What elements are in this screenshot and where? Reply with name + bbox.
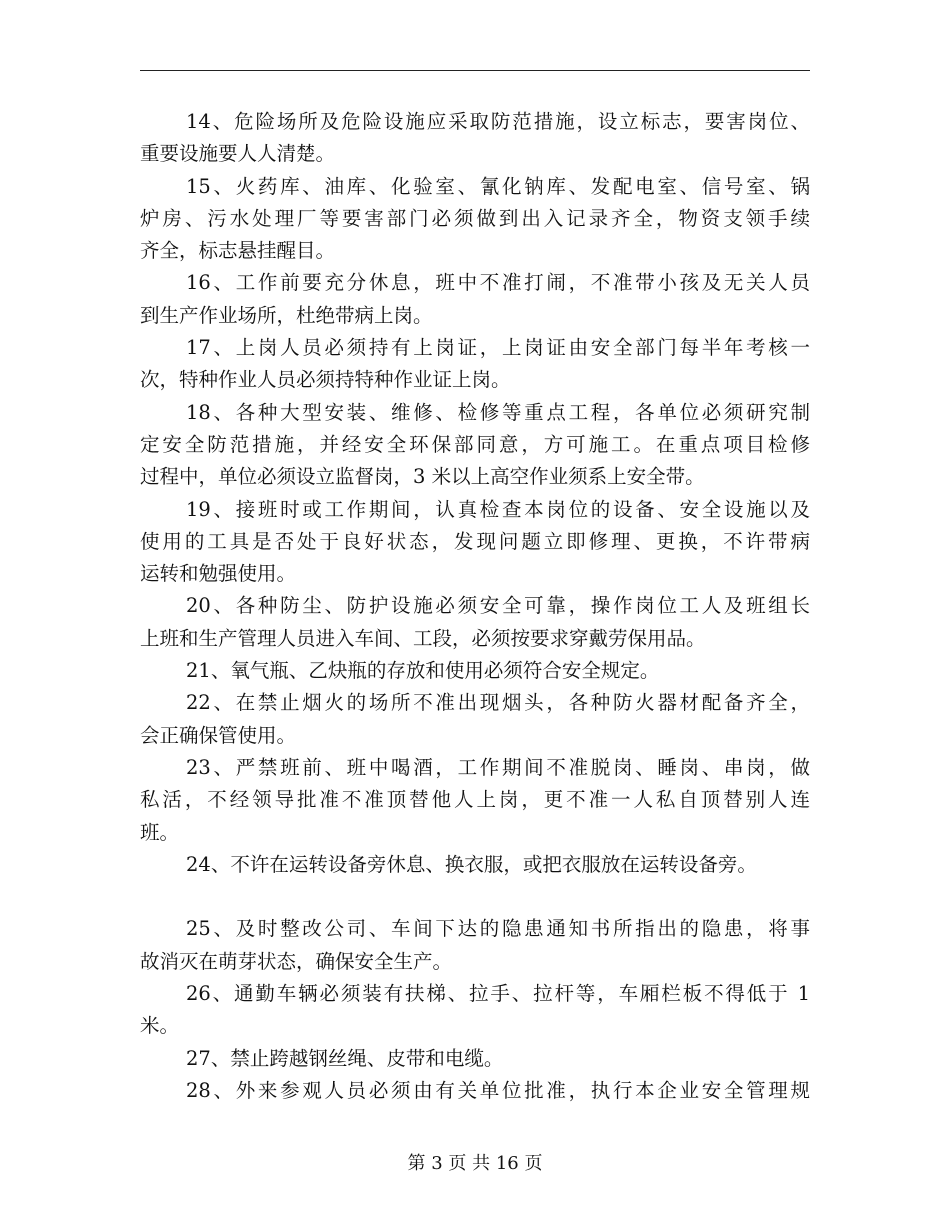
text-line: 齐全，标志悬挂醒目。 xyxy=(140,239,336,263)
text-line: 22、在禁止烟火的场所不准出现烟头，各种防火器材配备齐全， xyxy=(186,691,810,715)
text-line: 班。 xyxy=(140,820,180,844)
text-line: 会正确保管使用。 xyxy=(140,723,297,747)
text-line: 上班和生产管理人员进入车间、工段，必须按要求穿戴劳保用品。 xyxy=(140,626,706,650)
page-number: 第 3 页 共 16 页 xyxy=(407,1153,543,1174)
text-line: 次，特种作业人员必须持特种作业证上岗。 xyxy=(140,368,511,392)
text-line: 18、各种大型安装、维修、检修等重点工程，各单位必须研究制 xyxy=(186,400,810,424)
text-line: 到生产作业场所，杜绝带病上岗。 xyxy=(140,303,433,327)
text-line: 过程中，单位必须设立监督岗，3 米以上高空作业须系上安全带。 xyxy=(140,465,705,489)
text-line: 16、工作前要充分休息，班中不准打闹，不准带小孩及无关人员 xyxy=(186,271,810,295)
text-line: 使用的工具是否处于良好状态，发现问题立即修理、更换，不许带病 xyxy=(140,529,810,553)
text-line: 私活，不经领导批准不准顶替他人上岗，更不准一人私自顶替别人连 xyxy=(140,788,810,812)
text-line: 炉房、污水处理厂等要害部门必须做到出入记录齐全，物资支领手续 xyxy=(140,206,810,230)
header-rule xyxy=(140,70,810,71)
text-line: 米。 xyxy=(140,1014,180,1038)
blank-line xyxy=(140,881,810,913)
text-line: 14、危险场所及危险设施应采取防范措施，设立标志，要害岗位、 xyxy=(186,110,810,133)
text-line: 19、接班时或工作期间，认真检查本岗位的设备、安全设施以及 xyxy=(186,497,810,521)
document-body xyxy=(140,106,810,1107)
text-line: 23、严禁班前、班中喝酒，工作期间不准脱岗、睡岗、串岗，做 xyxy=(186,755,810,779)
text-line: 17、上岗人员必须持有上岗证，上岗证由安全部门每半年考核一 xyxy=(186,336,810,360)
text-line: 24、不许在运转设备旁休息、换衣服，或把衣服放在运转设备旁。 xyxy=(186,852,757,876)
text-line: 运转和勉强使用。 xyxy=(140,562,297,586)
text-line: 21、氧气瓶、乙炔瓶的存放和使用必须符合安全规定。 xyxy=(186,659,660,683)
text-line: 26、通勤车辆必须装有扶梯、拉手、拉杆等，车厢栏板不得低于 1 xyxy=(186,982,810,1006)
text-line: 27、禁止跨越钢丝绳、皮带和电缆。 xyxy=(186,1046,504,1070)
text-line: 故消灭在萌芽状态，确保安全生产。 xyxy=(140,949,453,973)
text-line: 重要设施要人人清楚。 xyxy=(140,142,336,166)
text-line: 定安全防范措施，并经安全环保部同意，方可施工。在重点项目检修 xyxy=(140,432,810,456)
text-line: 20、各种防尘、防护设施必须安全可靠，操作岗位工人及班组长 xyxy=(186,594,810,618)
text-line: 28、外来参观人员必须由有关单位批准，执行本企业安全管理规 xyxy=(186,1078,810,1102)
text-line: 25、及时整改公司、车间下达的隐患通知书所指出的隐患，将事 xyxy=(186,917,810,941)
text-line: 15、火药库、油库、化验室、氰化钠库、发配电室、信号室、锅 xyxy=(186,174,810,198)
